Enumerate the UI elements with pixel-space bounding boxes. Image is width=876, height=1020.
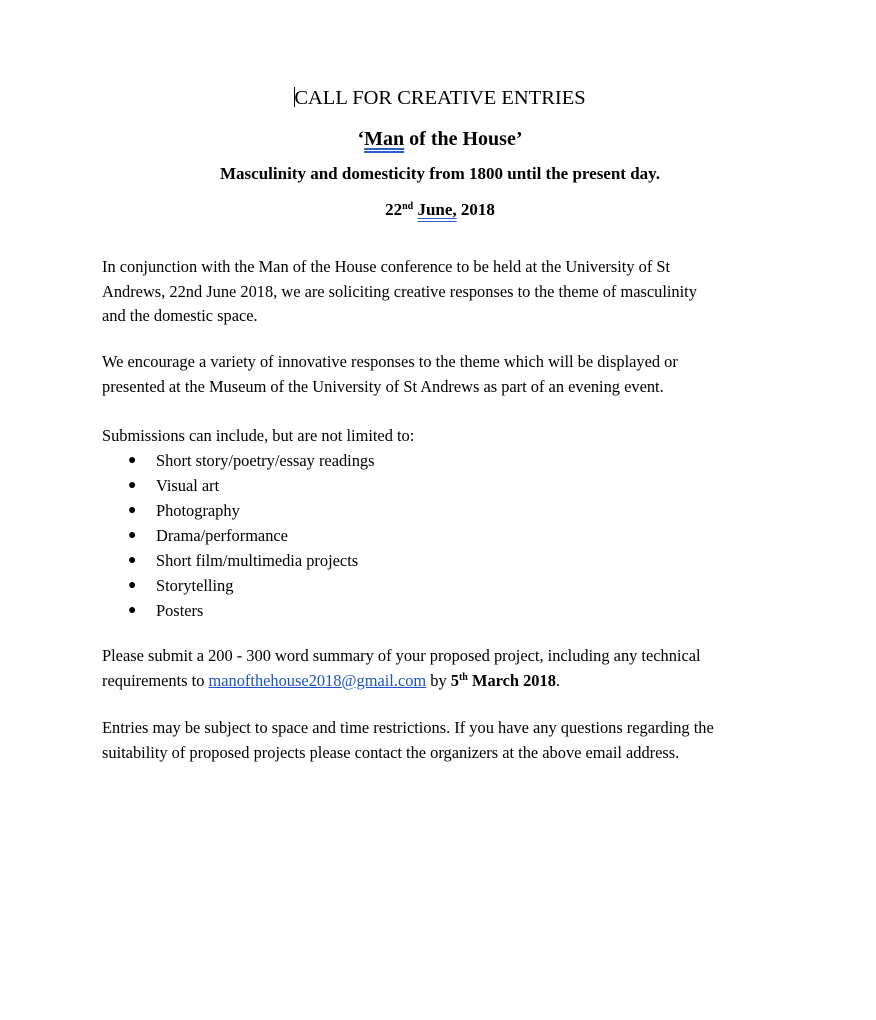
date-suffix: nd: [402, 201, 414, 212]
intro-line: Andrews, 22nd June 2018, we are soliciting creative responses to the theme of masculinity: [102, 281, 697, 301]
instructions-by: by: [426, 670, 451, 690]
list-item: [128, 473, 375, 498]
instructions-prefix: requirements to: [102, 670, 209, 690]
list-item-label: Storytelling: [156, 576, 234, 595]
list-item-label: Posters: [156, 601, 204, 620]
instructions-line: Please submit a 200 - 300 word summary of your proposed project, including any technical: [102, 646, 701, 665]
deadline-suffix: th: [458, 671, 468, 683]
bullet-icon: ●: [128, 453, 137, 468]
encourage-line: presented at the Museum of the University of St Andrews as part of an evening event.: [102, 376, 664, 396]
list-item: [128, 573, 375, 598]
bullet-icon: ●: [128, 603, 137, 618]
restrictions-line: Entries may be subject to space and time restrictions. If you have any questions regarding the: [102, 718, 714, 737]
title-text: CALL FOR CREATIVE ENTRIES: [294, 87, 586, 109]
intro-line: and the domestic space.: [102, 306, 258, 325]
restrictions-paragraph: [102, 716, 802, 765]
deadline-rest: March 2018: [467, 670, 556, 690]
date-month: June,: [417, 200, 457, 219]
bullet-icon: ●: [128, 478, 137, 493]
bullet-icon: ●: [128, 503, 137, 518]
intro-paragraph: [102, 255, 802, 329]
list-item: [128, 523, 375, 548]
instructions-line: [102, 669, 802, 694]
encourage-paragraph: [102, 350, 802, 399]
bullet-icon: ●: [128, 578, 137, 593]
deadline: [451, 671, 556, 690]
list-item: [128, 548, 375, 573]
list-item-label: Short story/poetry/essay readings: [156, 451, 375, 470]
event-tagline: Masculinity and domesticity from 1800 until the present day.: [220, 164, 660, 183]
date-year: 2018: [456, 200, 495, 219]
document-title: [0, 84, 876, 112]
deadline-day: 5: [450, 670, 459, 690]
list-item-label: Drama/performance: [156, 526, 288, 545]
encourage-line: We encourage a variety of innovative responses to the theme which will be displayed or: [102, 352, 678, 371]
instructions-end: .: [555, 670, 560, 690]
list-item: [128, 498, 375, 523]
submission-types-list: [128, 448, 375, 623]
list-item-label: Short film/multimedia projects: [156, 551, 359, 570]
list-item-label: Photography: [156, 501, 240, 520]
bullet-icon: ●: [128, 553, 137, 568]
list-item: [128, 448, 375, 473]
event-name: [0, 125, 876, 153]
bullet-icon: ●: [128, 528, 137, 543]
restrictions-line: suitability of proposed projects please contact the organizers at the above email address.: [102, 742, 680, 762]
date-day: 22: [385, 200, 403, 219]
submissions-intro: Submissions can include, but are not limited to:: [102, 426, 415, 445]
list-item-label: Visual art: [156, 476, 220, 495]
event-date: [0, 198, 876, 222]
subtitle-open-quote: ‘: [357, 128, 365, 150]
intro-line: In conjunction with the Man of the House conference to be held at the University of St: [102, 257, 671, 276]
list-item: [128, 598, 375, 623]
submission-instructions: [102, 644, 802, 693]
subtitle-rest: of the House’: [404, 128, 523, 150]
contact-email-link[interactable]: manofthehouse2018@gmail.com: [208, 670, 427, 690]
subtitle-spellcheck-word: Man: [364, 128, 405, 150]
